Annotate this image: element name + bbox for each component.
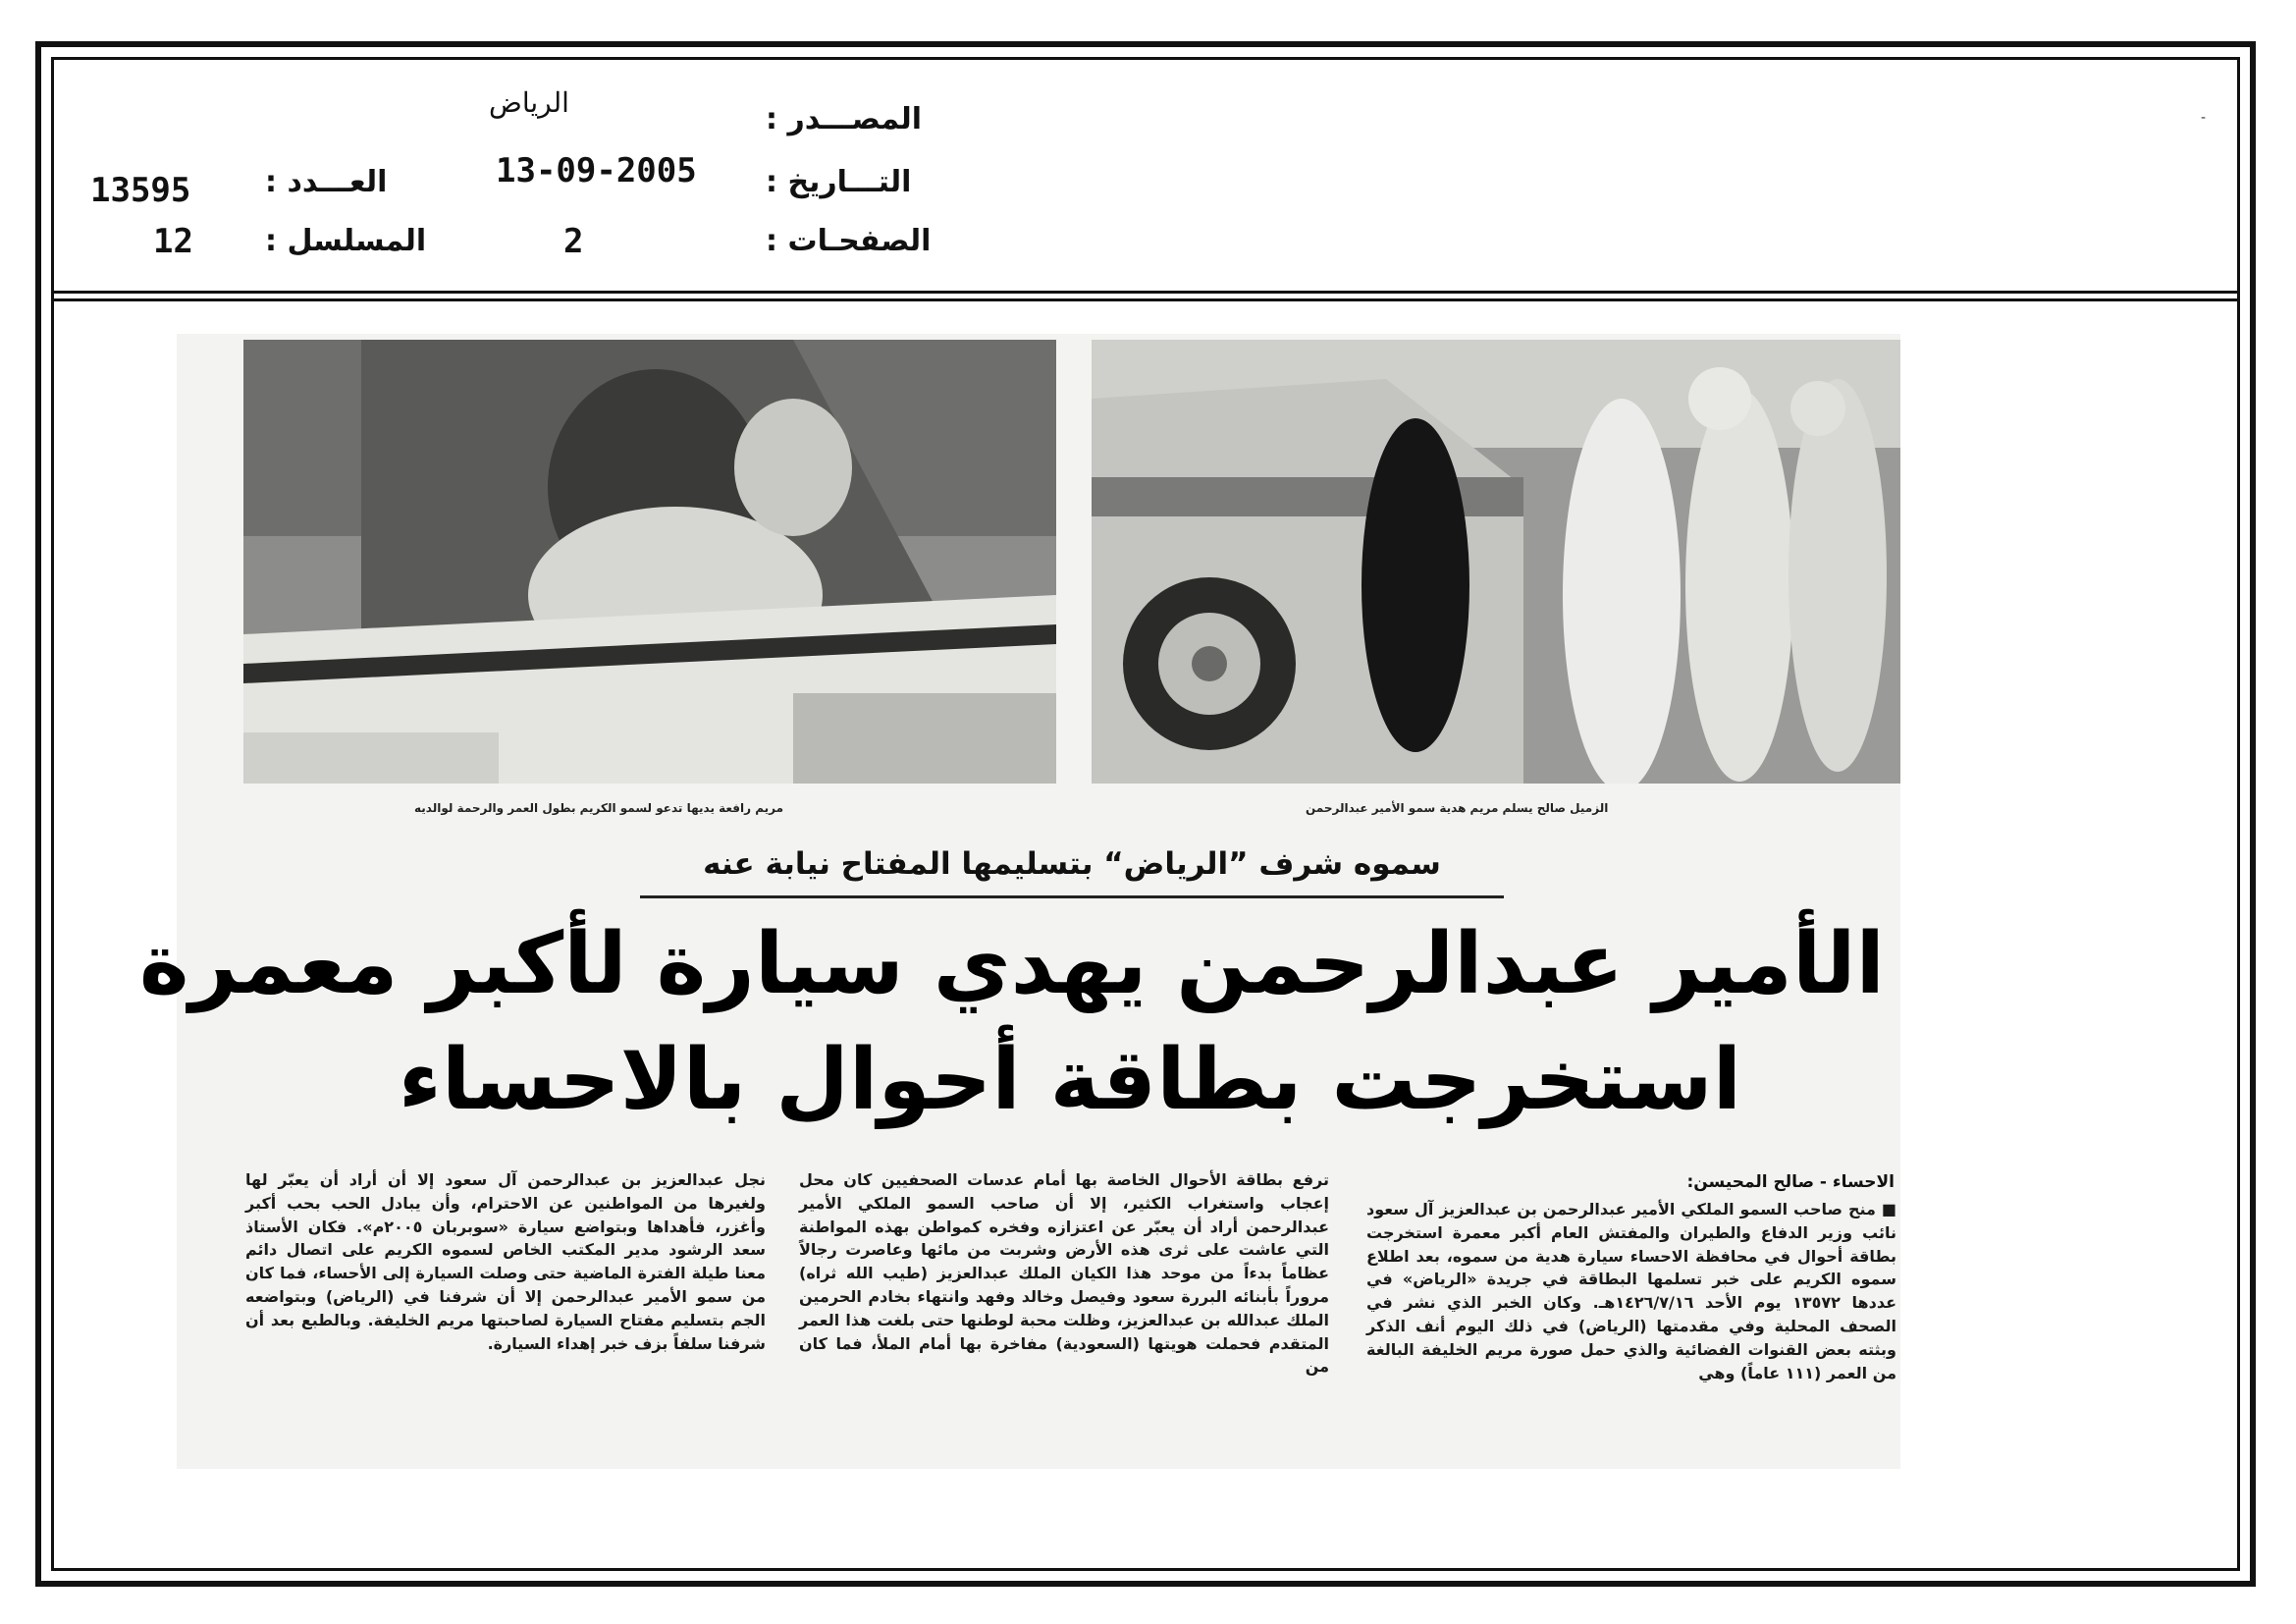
headline-line-1: الأمير عبدالرحمن يهدي سيارة لأكبر معمرة [138,915,1885,1013]
header-divider-top [51,291,2240,294]
photo-woman-in-car [243,340,1056,784]
article-byline: الاحساء - صالح المحيسن: [1686,1172,1895,1192]
issue-value: 13595 [90,171,191,210]
kicker-underline [640,895,1504,898]
pages-value: 2 [563,222,584,261]
date-label: التـــاريخ : [766,165,912,199]
article-column-1: ■ منح صاحب السمو الملكي الأمير عبدالرحمن بن عبدالعزيز آل سعود نائب وزير الدفاع والطيران والمفتش العام أكبر معمرة استخرجت بطاقة أحوال في محافظة الاحساء سيارة هدية من سموه، بعد اطلاع سموه الكريم على خبر تسلمها البطاقة في جريدة «الرياض» في عددها ١٣٥٧٢ يوم الأحد ١٤٢٦/٧/١٦هـ. وكان الخبر الذي نشر في الصحف المحلية وفي مقدمتها (الرياض) في ذلك اليوم أنف الذكر وبثته بعض القنوات الفضائية والذي حمل صورة مريم الخليفة البالغة من العمر (١١١ عاماً) وهي [1366,1200,1896,1382]
source-value: الرياض [489,86,569,119]
corner-mark: - [2200,110,2206,126]
serial-value: 12 [153,222,193,261]
article-kicker: سموه شرف ”الرياض“ بتسليمها المفتاح نيابة عنه [703,846,1441,882]
pages-label: الصفحـات : [766,224,932,258]
issue-label: العـــدد : [265,165,388,199]
source-label: المصـــدر : [766,102,923,136]
caption-left-photo: مريم رافعة يديها تدعو لسمو الكريم بطول العمر والرحمة لوالديه [414,801,784,815]
date-value: 13-09-2005 [496,151,697,190]
photo-car-handover [1092,340,1900,784]
article-column-2: ترفع بطاقة الأحوال الخاصة بها أمام عدسات الصحفيين كان محل إعجاب واستغراب الكثير، إلا أن صاحب السمو الملكي الأمير عبدالرحمن أراد أن يعبّر عن اعتزازه وفخره كمواطن بهذه المواطنة التي عاشت على ثرى هذه الأرض وشربت من مائها وعاصرت رجالاً عظاماً بدءاً من موحد هذا الكيان الملك عبدالعزيز (طيب الله ثراه) مروراً بأبنائه البررة سعود وفيصل وخالد وفهد وانتهاء بخادم الحرمين الملك عبدالله بن عبدالعزيز، وظلت محبة لوطنها حتى بلغت هذا العمر المتقدم فحملت هويتها (السعودية) مفاخرة بها أمام الملأ، فما كان من [799,1170,1329,1377]
serial-label: المسلسل : [265,224,427,258]
headline-line-2: استخرجت بطاقة أحوال بالاحساء [398,1031,1742,1129]
header-divider-bottom [51,298,2240,301]
article-column-3: نجل عبدالعزيز بن عبدالرحمن آل سعود إلا أن أراد أن يعبّر لها ولغيرها من المواطنين عن الاحترام، وأن يبادل الحب بحب أكبر وأغزر، فأهداها وبتواضع سيارة «سوبربان ٢٠٠٥م». فكان الأستاذ سعد الرشود مدير المكتب الخاص لسموه الكريم على اتصال دائم معنا طيلة الفترة الماضية حتى وصلت السيارة إلى الأحساء، فما كان من سمو الأمير عبدالرحمن إلا أن شرفنا في (الرياض) وبتواضعه الجم بتسليم مفتاح السيارة لصاحبتها مريم الخليفة. وبالطبع بعد أن شرفنا سلفاً بزف خبر إهداء السيارة. [245,1170,766,1353]
caption-right-photo: الزميل صالح يسلم مريم هدية سمو الأمير عبدالرحمن [1306,801,1609,815]
